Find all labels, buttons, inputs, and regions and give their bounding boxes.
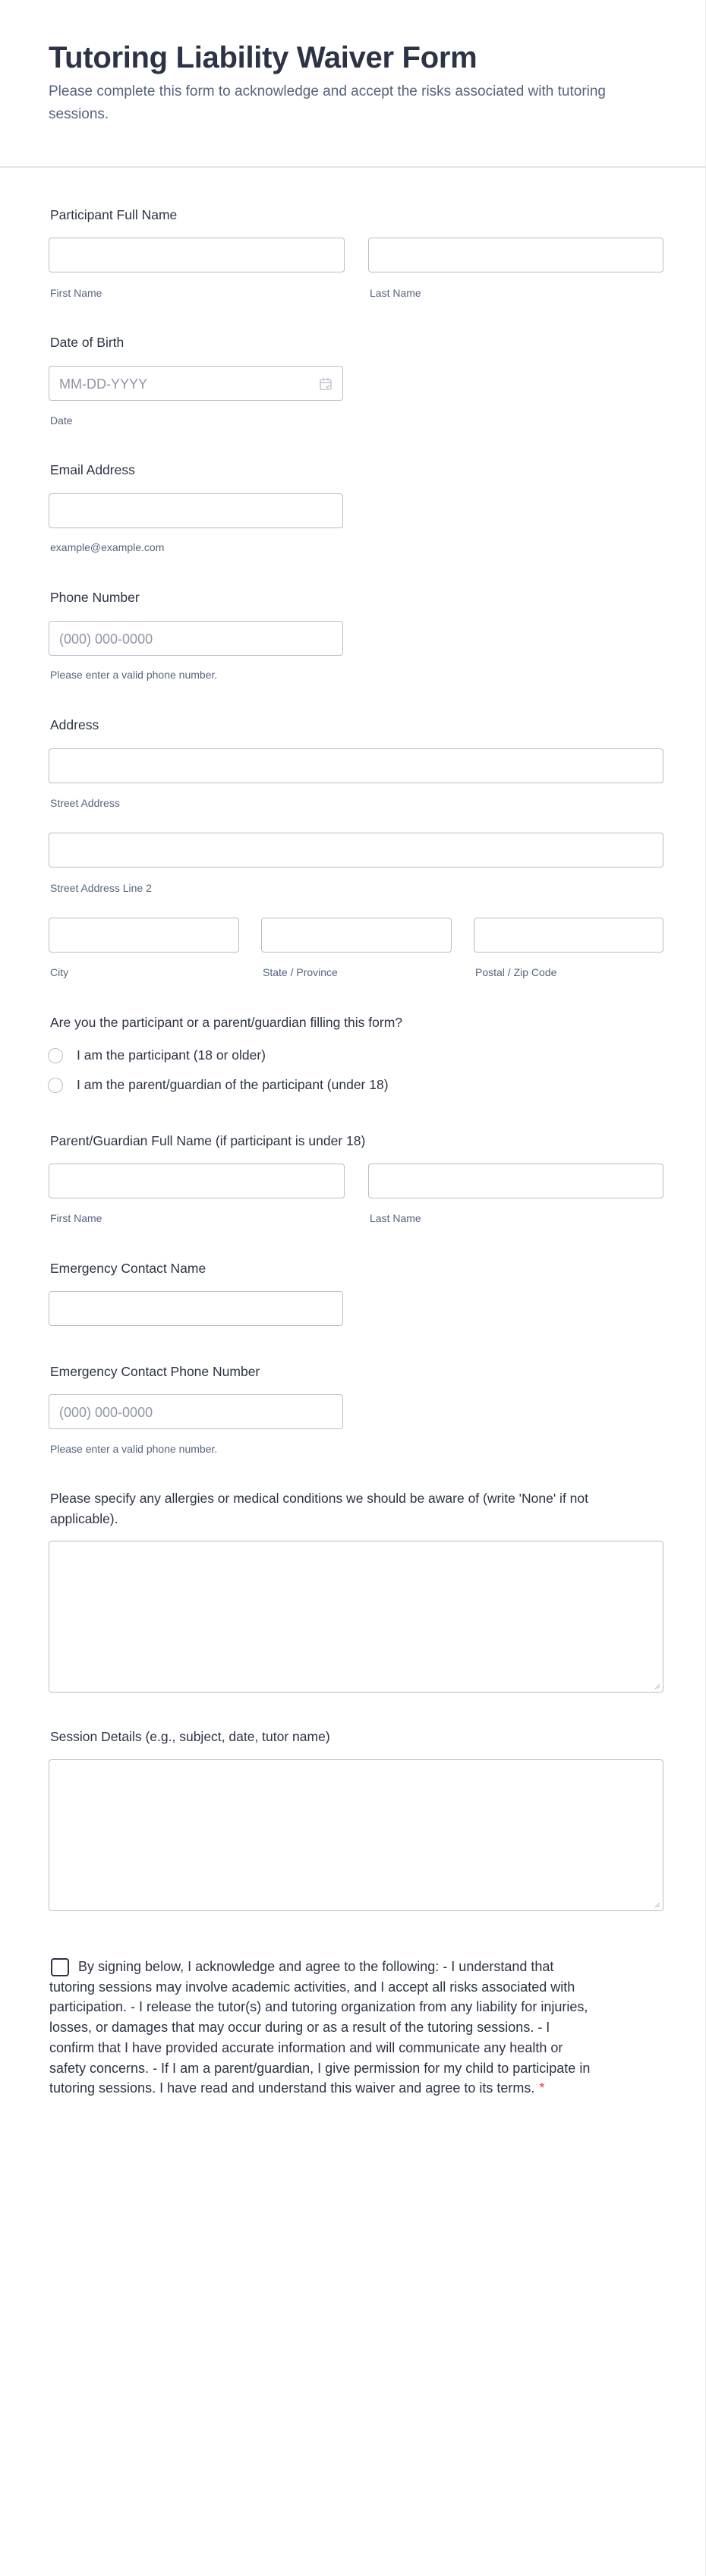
required-asterisk: * <box>539 2080 545 2096</box>
allergies-label: Please specify any allergies or medical conditions we should be aware of (write 'None' if not applicable). <box>50 1491 588 1526</box>
header-divider <box>0 166 706 168</box>
emergency-phone-sublabel: Please enter a valid phone number. <box>50 1443 218 1455</box>
guardian-first-name-input[interactable] <box>49 1164 345 1198</box>
resize-grip-icon[interactable] <box>654 1683 660 1690</box>
role-question-label: Are you the participant or a parent/guardian filling this form? <box>50 1015 403 1030</box>
radio-parent-guardian-label[interactable]: I am the parent/guardian of the participant (under 18) <box>77 1077 389 1092</box>
consent-text-block[interactable] <box>49 1957 596 2099</box>
dob-label: Date of Birth <box>50 335 124 350</box>
city-sublabel: City <box>50 966 69 978</box>
guardian-last-name-input[interactable] <box>368 1164 663 1198</box>
email-sublabel: example@example.com <box>50 541 165 553</box>
consent-text: By signing below, I acknowledge and agree to the following: - I understand that tutoring sessions may involve academic activities, and I accept all risks associated with participation. - I release the tutor(s) and tutoring organization from any liability for injuries, losses, or damages that may occur during or as a result of the tutoring sessions. - I confirm that I have provided accurate information and will communicate any health or safety concerns. - If I am a parent/guardian, I give permission for my child to participate in tutoring sessions. I have read and understand this waiver and agree to its terms. <box>49 1959 591 2096</box>
emergency-phone-label: Emergency Contact Phone Number <box>50 1364 260 1379</box>
state-input[interactable] <box>261 918 452 953</box>
session-details-label: Session Details (e.g., subject, date, tutor name) <box>50 1729 330 1744</box>
participant-last-name-input[interactable] <box>368 238 663 272</box>
phone-sublabel: Please enter a valid phone number. <box>50 669 218 681</box>
allergies-textarea[interactable] <box>49 1541 663 1693</box>
form-subtitle: Please complete this form to acknowledge and accept the risks associated with tutoring sessions. <box>49 83 606 122</box>
street-address-line2-input[interactable] <box>49 833 663 868</box>
emergency-phone-input[interactable] <box>49 1394 343 1429</box>
emergency-name-label: Emergency Contact Name <box>50 1261 206 1276</box>
form-title: Tutoring Liability Waiver Form <box>49 41 477 74</box>
guardian-first-name-sublabel: First Name <box>50 1212 102 1224</box>
dob-input[interactable] <box>49 366 343 401</box>
phone-input[interactable] <box>49 621 343 656</box>
radio-participant[interactable] <box>48 1048 63 1063</box>
session-details-textarea[interactable] <box>49 1759 663 1911</box>
calendar-check-icon[interactable] <box>320 377 332 390</box>
participant-name-label: Participant Full Name <box>50 207 178 222</box>
participant-first-name-sublabel: First Name <box>50 287 102 299</box>
city-input[interactable] <box>49 918 239 953</box>
street-address-line2-sublabel: Street Address Line 2 <box>50 882 152 894</box>
radio-parent-guardian[interactable] <box>48 1078 63 1093</box>
resize-grip-icon[interactable] <box>654 1901 660 1908</box>
phone-placeholder: (000) 000-0000 <box>59 631 153 647</box>
emergency-name-input[interactable] <box>49 1291 343 1326</box>
participant-first-name-input[interactable] <box>49 238 345 272</box>
guardian-name-label: Parent/Guardian Full Name (if participant is under 18) <box>50 1133 366 1148</box>
address-label: Address <box>50 717 99 732</box>
guardian-last-name-sublabel: Last Name <box>370 1212 421 1224</box>
radio-participant-label[interactable]: I am the participant (18 or older) <box>77 1047 266 1063</box>
participant-last-name-sublabel: Last Name <box>370 287 421 299</box>
street-address-sublabel: Street Address <box>50 797 120 809</box>
dob-sublabel: Date <box>50 414 73 427</box>
email-input[interactable] <box>49 493 343 528</box>
state-sublabel: State / Province <box>263 966 338 978</box>
emergency-phone-placeholder: (000) 000-0000 <box>59 1405 153 1420</box>
street-address-input[interactable] <box>49 748 663 783</box>
postal-code-sublabel: Postal / Zip Code <box>475 966 557 978</box>
postal-code-input[interactable] <box>474 918 663 953</box>
email-label: Email Address <box>50 462 135 477</box>
phone-label: Phone Number <box>50 590 140 605</box>
dob-placeholder: MM-DD-YYYY <box>59 376 147 392</box>
